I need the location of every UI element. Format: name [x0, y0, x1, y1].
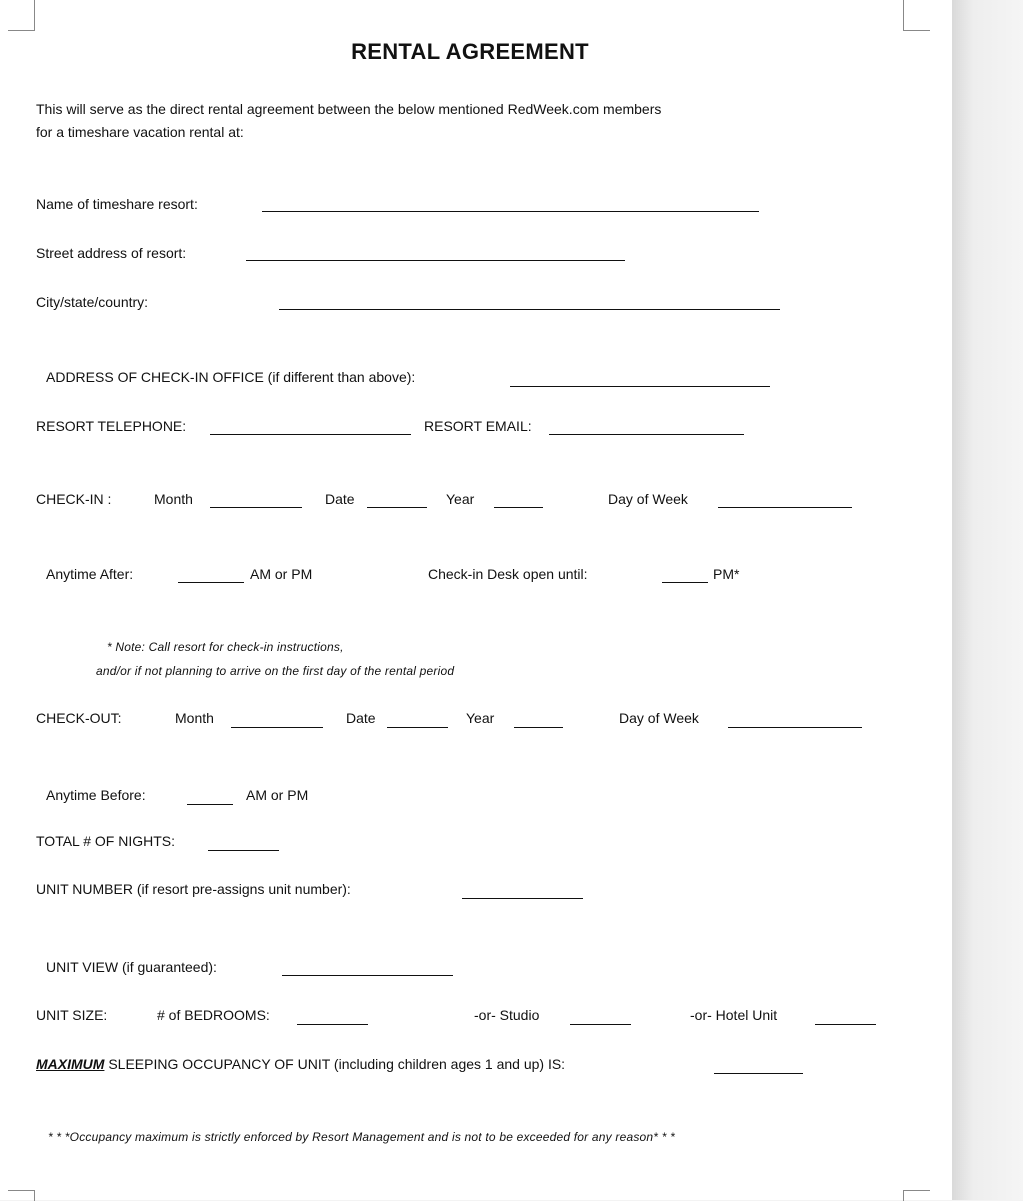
- anytime-before-blank[interactable]: [187, 804, 233, 805]
- resort-name-label: Name of timeshare resort:: [36, 196, 198, 212]
- max-occupancy-emphasis: MAXIMUM: [36, 1056, 105, 1072]
- checkin-note-line-1: * Note: Call resort for check-in instructions,: [107, 640, 344, 654]
- crop-mark-bottom-right: [903, 1190, 930, 1201]
- crop-mark-bottom-left: [8, 1190, 35, 1201]
- checkout-day-of-week-blank[interactable]: [728, 727, 862, 728]
- checkin-month-blank[interactable]: [210, 507, 302, 508]
- resort-telephone-blank[interactable]: [210, 434, 411, 435]
- city-state-country-label: City/state/country:: [36, 294, 149, 310]
- checkin-date-blank[interactable]: [367, 507, 427, 508]
- occupancy-footer-note: * * *Occupancy maximum is strictly enforced by Resort Management and is not to be exceeded for any reason* * *: [48, 1130, 675, 1144]
- unit-view-label: UNIT VIEW (if guaranteed):: [46, 959, 217, 975]
- checkout-month-blank[interactable]: [231, 727, 323, 728]
- max-occupancy-text: SLEEPING OCCUPANCY OF UNIT (including children ages 1 and up) IS:: [104, 1056, 566, 1072]
- resort-email-blank[interactable]: [549, 434, 744, 435]
- street-address-blank[interactable]: [246, 260, 625, 261]
- checkin-office-blank[interactable]: [510, 386, 770, 387]
- crop-mark-top-right: [903, 0, 930, 31]
- city-state-country-blank[interactable]: [279, 309, 780, 310]
- anytime-before-label: Anytime Before:: [46, 787, 146, 803]
- max-occupancy-label: [36, 1056, 565, 1072]
- anytime-after-blank[interactable]: [178, 582, 244, 583]
- studio-label: -or- Studio: [474, 1007, 540, 1023]
- anytime-after-am-pm: AM or PM: [250, 566, 313, 582]
- checkin-day-of-week-label: Day of Week: [608, 491, 688, 507]
- studio-blank[interactable]: [570, 1024, 631, 1025]
- desk-open-until-label: Check-in Desk open until:: [428, 566, 588, 582]
- anytime-after-label: Anytime After:: [46, 566, 134, 582]
- checkin-month-label: Month: [154, 491, 193, 507]
- street-address-label: Street address of resort:: [36, 245, 187, 261]
- unit-number-label: UNIT NUMBER (if resort pre-assigns unit number):: [36, 881, 351, 897]
- hotel-unit-blank[interactable]: [815, 1024, 876, 1025]
- checkin-date-label: Date: [325, 491, 355, 507]
- checkout-label: CHECK-OUT:: [36, 710, 122, 726]
- unit-view-blank[interactable]: [282, 975, 453, 976]
- resort-name-blank[interactable]: [262, 211, 759, 212]
- total-nights-blank[interactable]: [208, 850, 279, 851]
- checkin-office-label: ADDRESS OF CHECK-IN OFFICE (if different than above):: [46, 369, 416, 385]
- bedrooms-label: # of BEDROOMS:: [157, 1007, 270, 1023]
- checkout-date-blank[interactable]: [387, 727, 448, 728]
- checkout-year-blank[interactable]: [514, 727, 563, 728]
- resort-telephone-label: RESORT TELEPHONE:: [36, 418, 187, 434]
- bedrooms-blank[interactable]: [297, 1024, 368, 1025]
- resort-email-label: RESORT EMAIL:: [424, 418, 532, 434]
- intro-line-2: for a timeshare vacation rental at:: [36, 124, 244, 140]
- checkout-date-label: Date: [346, 710, 376, 726]
- checkout-day-of-week-label: Day of Week: [619, 710, 699, 726]
- checkin-note-line-2: and/or if not planning to arrive on the first day of the rental period: [96, 664, 455, 678]
- hotel-unit-label: -or- Hotel Unit: [690, 1007, 778, 1023]
- desk-open-pm-label: PM*: [713, 566, 740, 582]
- checkin-year-label: Year: [446, 491, 475, 507]
- page-edge-shadow: [952, 0, 1023, 1200]
- checkout-month-label: Month: [175, 710, 214, 726]
- total-nights-label: TOTAL # OF NIGHTS:: [36, 833, 175, 849]
- unit-size-label: UNIT SIZE:: [36, 1007, 108, 1023]
- checkin-label: CHECK-IN :: [36, 491, 112, 507]
- checkout-year-label: Year: [466, 710, 495, 726]
- desk-open-until-blank[interactable]: [662, 582, 708, 583]
- intro-line-1: This will serve as the direct rental agreement between the below mentioned RedWeek.com members: [36, 101, 662, 117]
- checkin-day-of-week-blank[interactable]: [718, 507, 852, 508]
- anytime-before-am-pm: AM or PM: [246, 787, 309, 803]
- max-occupancy-blank[interactable]: [714, 1073, 803, 1074]
- document-title: RENTAL AGREEMENT: [351, 39, 589, 64]
- crop-mark-top-left: [8, 0, 35, 31]
- unit-number-blank[interactable]: [462, 898, 583, 899]
- checkin-year-blank[interactable]: [494, 507, 543, 508]
